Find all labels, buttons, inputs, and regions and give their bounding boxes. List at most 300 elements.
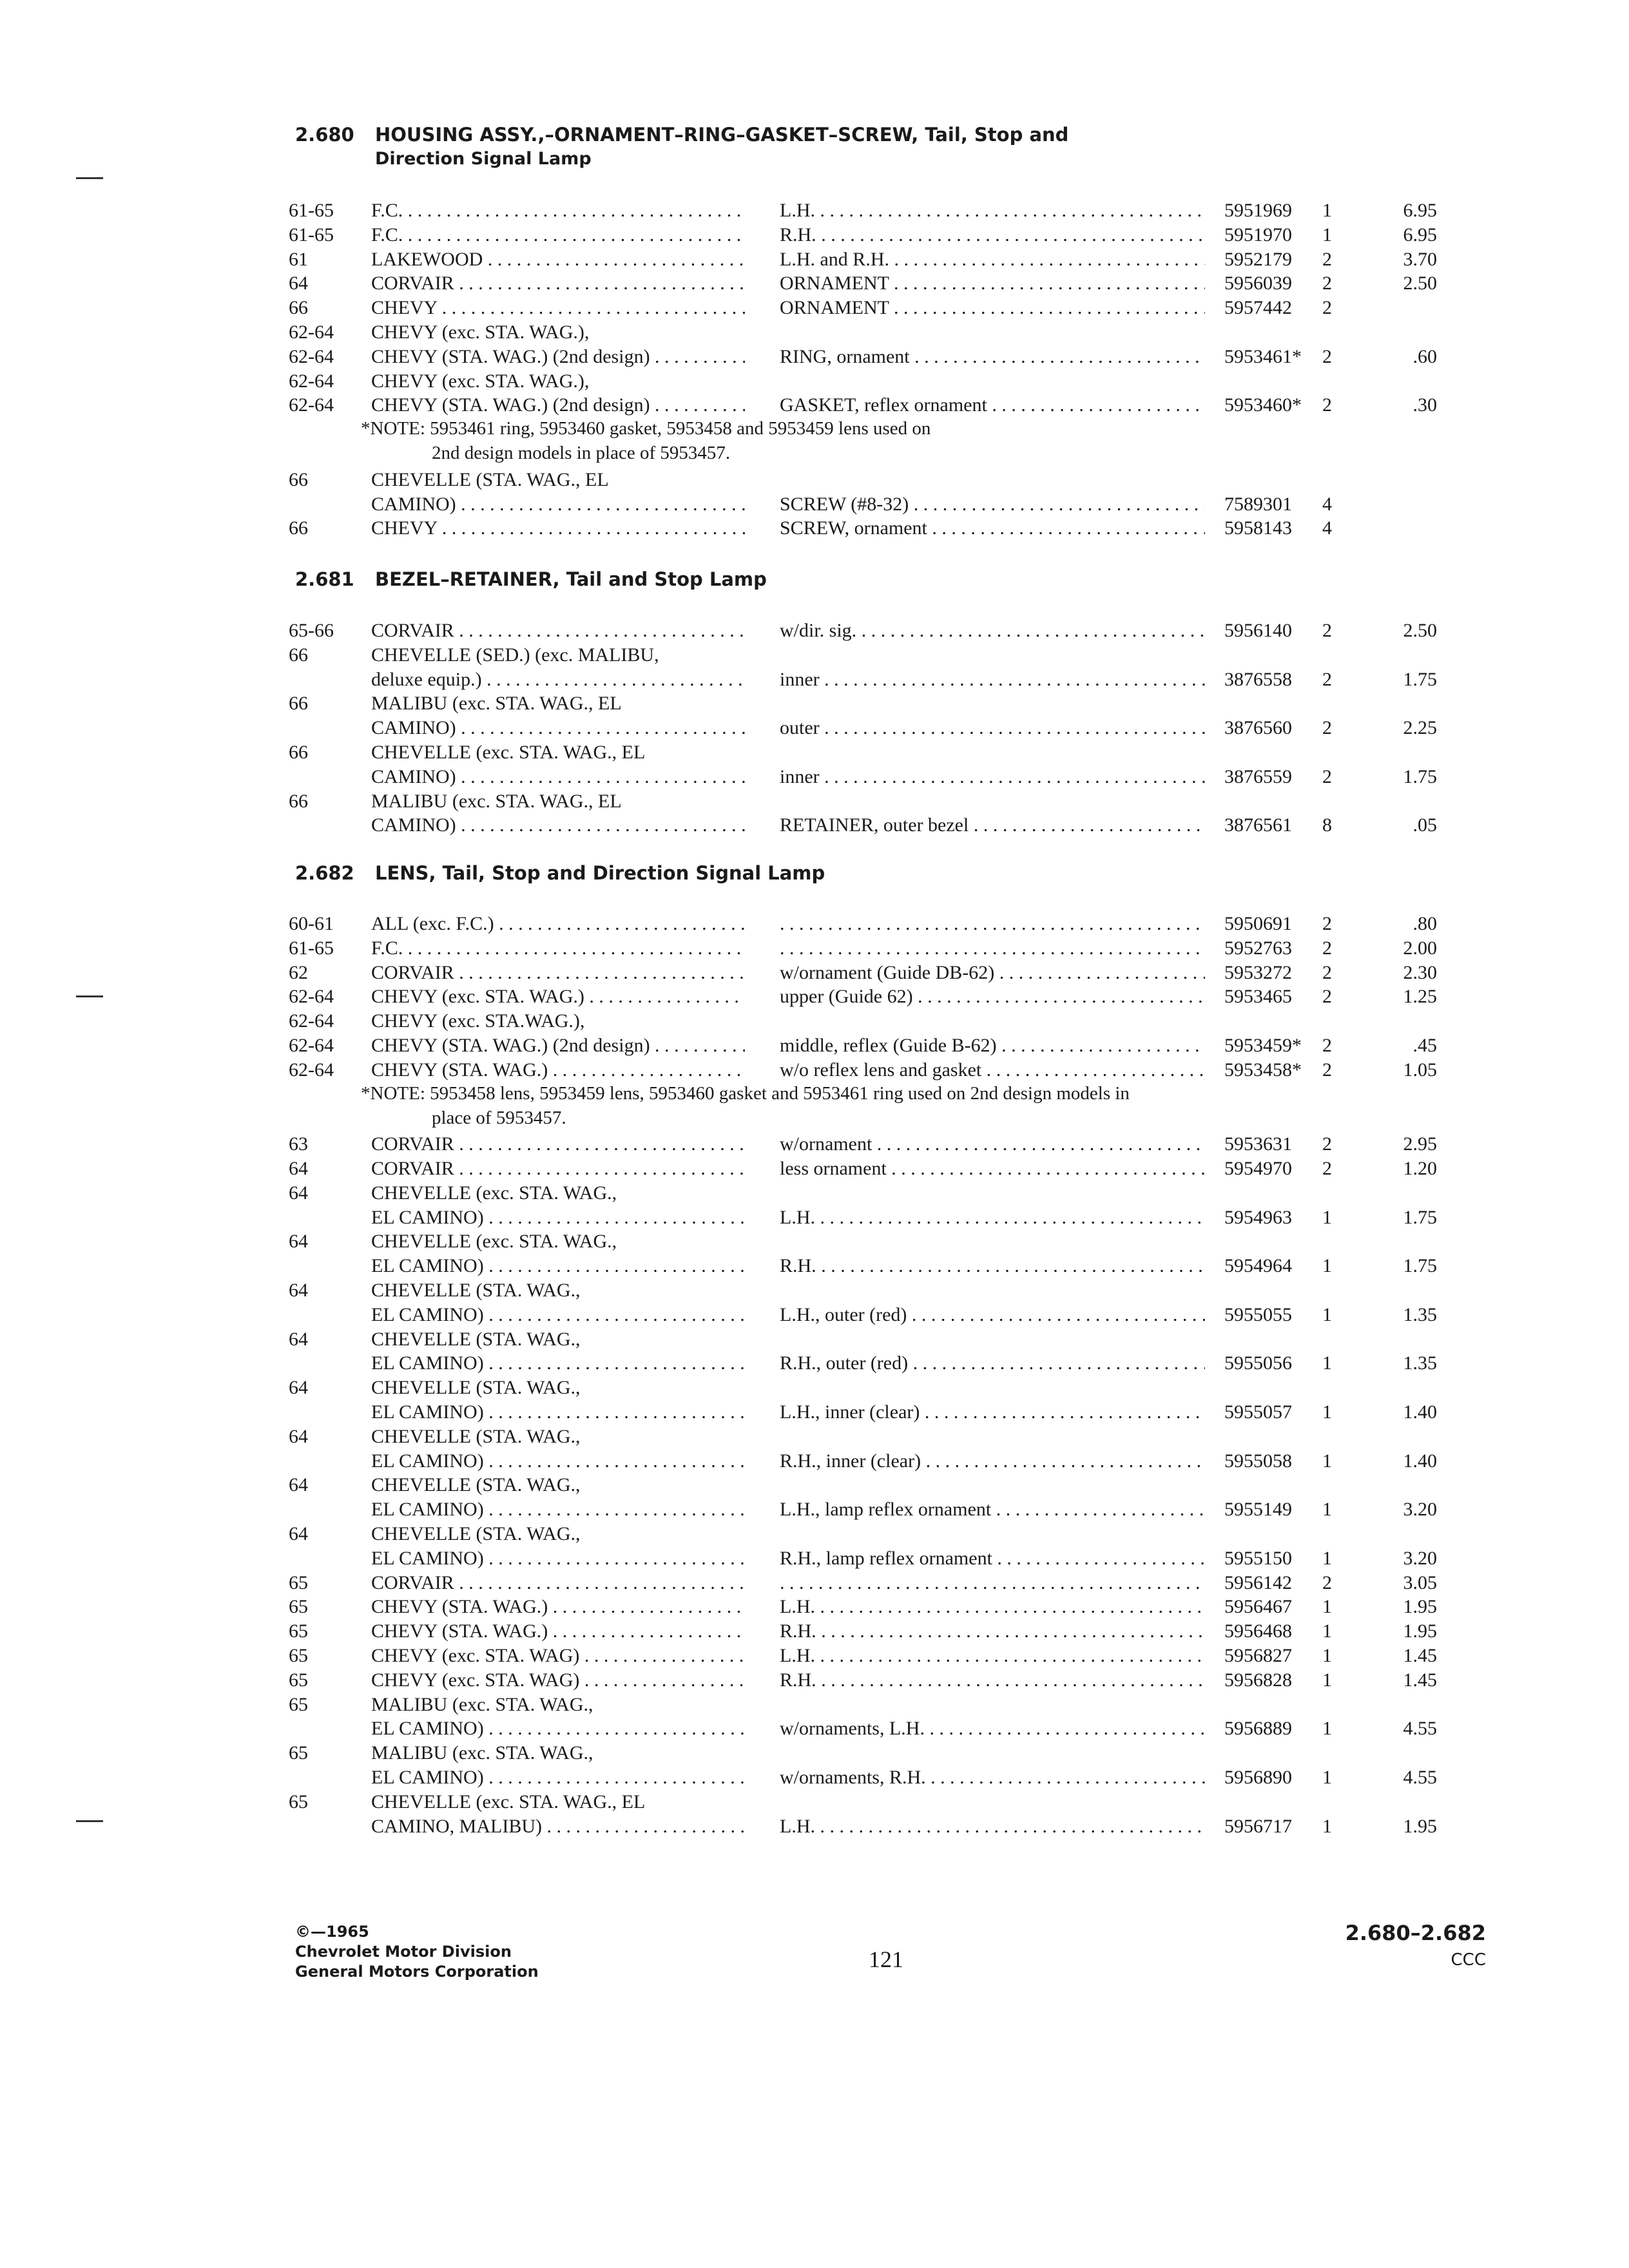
price-cell: 1.35 (1403, 1304, 1437, 1325)
model-cell: CHEVY (STA. WAG.) (2nd design) . . . . . (371, 393, 745, 418)
quantity-cell: 1 (1322, 1816, 1332, 1837)
quantity-cell: 1 (1322, 1620, 1332, 1642)
table-row (0, 813, 1629, 838)
year-cell: 62-64 (289, 370, 334, 392)
description-cell: ORNAMENT . . . (780, 271, 1205, 296)
description-cell: R.H., outer (red) . . . (780, 1351, 1205, 1376)
year-cell: 63 (289, 1133, 308, 1155)
price-cell: 1.45 (1403, 1645, 1437, 1666)
part-number-cell: 5952179 (1224, 249, 1292, 270)
quantity-cell: 2 (1322, 273, 1332, 294)
price-cell: 1.40 (1403, 1450, 1437, 1472)
description-cell: ORNAMENT . . . (780, 296, 1205, 320)
model-cell: CAMINO, MALIBU) . . . (371, 1814, 745, 1839)
description-cell: L.H. . . . (780, 1814, 1205, 1839)
section-title-continued: Direction Signal Lamp (375, 149, 592, 169)
part-number-cell: 5955057 (1224, 1401, 1292, 1423)
year-cell: 61-65 (289, 200, 334, 221)
year-cell: 62-64 (289, 986, 334, 1007)
description-cell: w/o reflex lens and gasket . . . (780, 1058, 1205, 1082)
quantity-cell: 1 (1322, 1255, 1332, 1276)
quantity-cell: 2 (1322, 913, 1332, 934)
description-cell: R.H., lamp reflex ornament . . . (780, 1546, 1205, 1571)
quantity-cell: 1 (1322, 1499, 1332, 1520)
price-cell: 2.25 (1403, 717, 1437, 738)
model-cell: CHEVY (exc. STA. WAG.) . . . (371, 985, 745, 1009)
footer-section-ref (1345, 1919, 1486, 1973)
model-cell: ALL (exc. F.C.) . . . (371, 912, 745, 936)
model-cell: MALIBU (exc. STA. WAG., (371, 1694, 593, 1715)
year-cell: 61-65 (289, 937, 334, 959)
quantity-cell: 2 (1322, 394, 1332, 416)
description-cell: L.H., outer (red) . . . (780, 1303, 1205, 1327)
part-number-cell: 5953461* (1224, 346, 1302, 367)
table-row (0, 1449, 1629, 1474)
description-cell: RING, ornament . . . (780, 345, 1205, 369)
year-cell: 66 (289, 297, 308, 318)
table-row (0, 1229, 1629, 1254)
year-cell: 64 (289, 1523, 308, 1544)
price-cell: 1.40 (1403, 1401, 1437, 1423)
part-number-cell: 5953458* (1224, 1059, 1302, 1081)
price-cell: 3.70 (1403, 249, 1437, 270)
model-cell: CHEVELLE (exc. STA. WAG., (371, 1231, 617, 1252)
year-cell: 64 (289, 1231, 308, 1252)
description-cell: R.H. . . . (780, 1668, 1205, 1693)
quantity-cell: 4 (1322, 494, 1332, 515)
description-cell: SCREW (#8-32) . . . (780, 492, 1205, 517)
description-cell: less ornament . . . (780, 1157, 1205, 1181)
part-number-cell: 5955150 (1224, 1548, 1292, 1569)
table-row (0, 223, 1629, 247)
price-cell: 1.35 (1403, 1352, 1437, 1374)
price-cell: 1.75 (1403, 1255, 1437, 1276)
year-cell: 61-65 (289, 224, 334, 245)
price-cell: 1.95 (1403, 1620, 1437, 1642)
description-cell: R.H. . . . (780, 1254, 1205, 1278)
model-cell: CHEVELLE (SED.) (exc. MALIBU, (371, 644, 659, 666)
model-cell: EL CAMINO) . . . (371, 1254, 745, 1278)
table-row (0, 1571, 1629, 1595)
quantity-cell: 1 (1322, 1548, 1332, 1569)
price-cell: 3.20 (1403, 1548, 1437, 1569)
year-cell: 62 (289, 962, 308, 983)
table-row (0, 296, 1629, 320)
description-cell: L.H. . . . (780, 198, 1205, 223)
table-row (0, 619, 1629, 643)
quantity-cell: 4 (1322, 517, 1332, 539)
year-cell: 65 (289, 1694, 308, 1715)
model-cell: EL CAMINO) . . . (371, 1497, 745, 1522)
model-cell: deluxe equip.) . . . (371, 668, 745, 692)
table-row (0, 1278, 1629, 1303)
model-cell: F.C. . . . (371, 198, 745, 223)
footnote-line: place of 5953457. (432, 1108, 566, 1128)
description-cell: middle, reflex (Guide B-62) . . . (780, 1033, 1205, 1058)
year-cell: 64 (289, 1158, 308, 1179)
price-cell: 2.95 (1403, 1133, 1437, 1155)
part-number-cell: 5955149 (1224, 1499, 1292, 1520)
quantity-cell: 2 (1322, 717, 1332, 738)
table-row (0, 1181, 1629, 1206)
model-cell: CORVAIR . . . (371, 619, 745, 643)
description-cell: L.H. . . . (780, 1644, 1205, 1668)
quantity-cell: 1 (1322, 1207, 1332, 1228)
section-title: BEZEL–RETAINER, Tail and Stop Lamp (375, 568, 767, 590)
description-cell: upper (Guide 62) . . . (780, 985, 1205, 1009)
quantity-cell: 2 (1322, 962, 1332, 983)
table-row (0, 789, 1629, 814)
model-cell: CORVAIR . . . (371, 961, 745, 985)
part-number-cell: 5950691 (1224, 913, 1292, 934)
description-cell: SCREW, ornament . . . (780, 516, 1205, 541)
description-cell: w/ornaments, R.H. . . . (780, 1765, 1205, 1790)
table-row (0, 1058, 1629, 1082)
table-row (0, 1425, 1629, 1449)
model-cell: CHEVY (exc. STA.WAG.), (371, 1010, 585, 1032)
quantity-cell: 2 (1322, 766, 1332, 787)
model-cell: CHEVY (exc. STA. WAG) . . . (371, 1668, 745, 1693)
table-row (0, 345, 1629, 369)
year-cell: 62-64 (289, 1035, 334, 1056)
part-number-cell: 5956039 (1224, 273, 1292, 294)
table-row (0, 369, 1629, 394)
part-number-cell: 5953460* (1224, 394, 1302, 416)
description-cell: w/dir. sig. . . . (780, 619, 1205, 643)
description-cell: R.H. . . . (780, 1619, 1205, 1644)
table-row (0, 1716, 1629, 1741)
table-row (0, 1206, 1629, 1230)
part-number-cell: 5955058 (1224, 1450, 1292, 1472)
quantity-cell: 2 (1322, 249, 1332, 270)
footnote (361, 1081, 1130, 1130)
model-cell: CHEVELLE (STA. WAG., (371, 1280, 581, 1301)
year-cell: 65 (289, 1791, 308, 1812)
footer-section-range: 2.680–2.682 (1345, 1921, 1486, 1945)
part-number-cell: 5953459* (1224, 1035, 1302, 1056)
year-cell: 61 (289, 249, 308, 270)
model-cell: CHEVY (STA. WAG.) . . . (371, 1595, 745, 1619)
quantity-cell: 2 (1322, 297, 1332, 318)
quantity-cell: 2 (1322, 937, 1332, 959)
table-row (0, 393, 1629, 418)
model-cell: CHEVELLE (STA. WAG., (371, 1474, 581, 1495)
model-cell: MALIBU (exc. STA. WAG., EL (371, 791, 622, 812)
description-cell: outer . . . (780, 716, 1205, 740)
part-number-cell: 5956467 (1224, 1596, 1292, 1617)
table-row (0, 1693, 1629, 1717)
year-cell: 66 (289, 517, 308, 539)
price-cell: .05 (1412, 814, 1437, 836)
quantity-cell: 1 (1322, 1645, 1332, 1666)
table-row (0, 1009, 1629, 1033)
year-cell: 65-66 (289, 620, 334, 641)
margin-mark (76, 995, 103, 997)
part-number-cell: 3876559 (1224, 766, 1292, 787)
table-row (0, 1668, 1629, 1693)
table-row (0, 1814, 1629, 1839)
part-number-cell: 5956890 (1224, 1767, 1292, 1788)
price-cell: 1.95 (1403, 1596, 1437, 1617)
quantity-cell: 2 (1322, 620, 1332, 641)
table-row (0, 1765, 1629, 1790)
model-cell: CHEVELLE (STA. WAG., (371, 1329, 581, 1350)
quantity-cell: 1 (1322, 200, 1332, 221)
model-cell: CHEVELLE (exc. STA. WAG., EL (371, 1791, 646, 1812)
table-row (0, 1351, 1629, 1376)
price-cell: 2.30 (1403, 962, 1437, 983)
year-cell: 65 (289, 1669, 308, 1691)
model-cell: CHEVELLE (exc. STA. WAG., EL (371, 742, 646, 763)
part-number-cell: 5954970 (1224, 1158, 1292, 1179)
table-row (0, 247, 1629, 272)
year-cell: 64 (289, 1426, 308, 1447)
part-number-cell: 5956828 (1224, 1669, 1292, 1691)
year-cell: 62-64 (289, 394, 334, 416)
year-cell: 60-61 (289, 913, 334, 934)
year-cell: 66 (289, 693, 308, 714)
table-row (0, 1546, 1629, 1571)
price-cell: 1.20 (1403, 1158, 1437, 1179)
year-cell: 65 (289, 1596, 308, 1617)
footnote-line: *NOTE: 5953458 lens, 5953459 lens, 5953460 gasket and 5953461 ring used on 2nd design models in (361, 1083, 1130, 1104)
price-cell: 6.95 (1403, 224, 1437, 245)
description-cell: L.H., lamp reflex ornament . . . (780, 1497, 1205, 1522)
part-number-cell: 5954963 (1224, 1207, 1292, 1228)
model-cell: CHEVY (STA. WAG.) (2nd design) . . . . . (371, 1033, 745, 1058)
quantity-cell: 2 (1322, 1035, 1332, 1056)
description-cell (780, 936, 1205, 961)
page-number: 121 (869, 1946, 903, 1972)
model-cell: CORVAIR . . . (371, 1571, 745, 1595)
section-heading (295, 122, 1068, 171)
model-cell: CAMINO) . . . (371, 813, 745, 838)
table-row (0, 1254, 1629, 1278)
model-cell: CHEVY (STA. WAG.) (2nd design) . . . . . (371, 345, 745, 369)
description-cell: L.H. . . . (780, 1206, 1205, 1230)
quantity-cell: 1 (1322, 1450, 1332, 1472)
model-cell: CAMINO) . . . (371, 765, 745, 789)
part-number-cell: 5956142 (1224, 1572, 1292, 1593)
section-heading (295, 861, 825, 885)
model-cell: CHEVY (exc. STA. WAG.), (371, 370, 590, 392)
table-row (0, 1376, 1629, 1400)
price-cell: 6.95 (1403, 200, 1437, 221)
price-cell: .80 (1412, 913, 1437, 934)
price-cell: .30 (1412, 394, 1437, 416)
year-cell: 64 (289, 1474, 308, 1495)
section-number: 2.682 (295, 862, 354, 884)
description-cell: inner . . . (780, 668, 1205, 692)
table-row (0, 1400, 1629, 1425)
table-row (0, 198, 1629, 223)
description-cell: L.H., inner (clear) . . . (780, 1400, 1205, 1425)
model-cell: CHEVELLE (STA. WAG., (371, 1523, 581, 1544)
part-number-cell: 5954964 (1224, 1255, 1292, 1276)
footer-code: CCC (1451, 1950, 1486, 1970)
table-row (0, 765, 1629, 789)
section-heading (295, 567, 767, 591)
part-number-cell: 5953465 (1224, 986, 1292, 1007)
section-title: LENS, Tail, Stop and Direction Signal Lamp (375, 862, 825, 884)
table-row (0, 936, 1629, 961)
price-cell: .60 (1412, 346, 1437, 367)
table-row (0, 492, 1629, 517)
table-row (0, 1303, 1629, 1327)
footer-corporation: General Motors Corporation (295, 1963, 539, 1981)
part-number-cell: 5956717 (1224, 1816, 1292, 1837)
model-cell: LAKEWOOD . . . (371, 247, 745, 272)
price-cell: 2.50 (1403, 273, 1437, 294)
table-row (0, 1473, 1629, 1497)
year-cell: 64 (289, 1377, 308, 1398)
quantity-cell: 2 (1322, 669, 1332, 690)
table-row (0, 691, 1629, 716)
table-row (0, 643, 1629, 668)
table-row (0, 320, 1629, 345)
model-cell: F.C. . . . (371, 936, 745, 961)
section-number: 2.680 (295, 124, 354, 146)
model-cell: EL CAMINO) . . . (371, 1449, 745, 1474)
quantity-cell: 1 (1322, 1401, 1332, 1423)
footer-division: Chevrolet Motor Division (295, 1943, 512, 1961)
part-number-cell: 5951969 (1224, 200, 1292, 221)
model-cell: EL CAMINO) . . . (371, 1400, 745, 1425)
quantity-cell: 2 (1322, 1572, 1332, 1593)
model-cell: CAMINO) . . . (371, 716, 745, 740)
price-cell: .45 (1412, 1035, 1437, 1056)
model-cell: CORVAIR . . . (371, 1132, 745, 1157)
model-cell: CHEVELLE (STA. WAG., EL (371, 469, 609, 490)
description-cell: R.H., inner (clear) . . . (780, 1449, 1205, 1474)
description-cell (780, 1571, 1205, 1595)
year-cell: 64 (289, 1329, 308, 1350)
price-cell: 1.45 (1403, 1669, 1437, 1691)
model-cell: CHEVY . . . (371, 516, 745, 541)
price-cell: 1.75 (1403, 669, 1437, 690)
model-cell: MALIBU (exc. STA. WAG., (371, 1742, 593, 1763)
footer-copyright: ©—1965 (295, 1923, 369, 1941)
part-number-cell: 5956468 (1224, 1620, 1292, 1642)
price-cell: 2.50 (1403, 620, 1437, 641)
table-row (0, 716, 1629, 740)
year-cell: 65 (289, 1620, 308, 1642)
model-cell: CORVAIR . . . (371, 1157, 745, 1181)
year-cell: 64 (289, 1182, 308, 1204)
model-cell: CHEVELLE (STA. WAG., (371, 1377, 581, 1398)
year-cell: 65 (289, 1645, 308, 1666)
year-cell: 62-64 (289, 322, 334, 343)
model-cell: CHEVY (STA. WAG.) . . . (371, 1619, 745, 1644)
year-cell: 65 (289, 1742, 308, 1763)
model-cell: EL CAMINO) . . . (371, 1206, 745, 1230)
description-cell: w/ornaments, L.H. . . . (780, 1716, 1205, 1741)
model-cell: CHEVELLE (STA. WAG., (371, 1426, 581, 1447)
part-number-cell: 5958143 (1224, 517, 1292, 539)
year-cell: 62-64 (289, 346, 334, 367)
description-cell: RETAINER, outer bezel . . . (780, 813, 1205, 838)
price-cell: 4.55 (1403, 1767, 1437, 1788)
section-title: HOUSING ASSY.,–ORNAMENT–RING–GASKET–SCREW, Tail, Stop and (375, 124, 1069, 146)
part-number-cell: 5956827 (1224, 1645, 1292, 1666)
table-row (0, 740, 1629, 765)
table-row (0, 271, 1629, 296)
quantity-cell: 2 (1322, 346, 1332, 367)
price-cell: 1.95 (1403, 1816, 1437, 1837)
margin-mark (76, 1820, 103, 1822)
part-number-cell: 5956140 (1224, 620, 1292, 641)
part-number-cell: 5952763 (1224, 937, 1292, 959)
quantity-cell: 1 (1322, 1596, 1332, 1617)
quantity-cell: 1 (1322, 1669, 1332, 1691)
price-cell: 4.55 (1403, 1718, 1437, 1739)
margin-mark (76, 177, 103, 179)
footnote-line: 2nd design models in place of 5953457. (432, 443, 731, 463)
price-cell: 1.75 (1403, 1207, 1437, 1228)
footnote-line: *NOTE: 5953461 ring, 5953460 gasket, 5953458 and 5953459 lens used on (361, 418, 931, 439)
model-cell: EL CAMINO) . . . (371, 1351, 745, 1376)
part-number-cell: 5955055 (1224, 1304, 1292, 1325)
table-row (0, 961, 1629, 985)
model-cell: CHEVELLE (exc. STA. WAG., (371, 1182, 617, 1204)
table-row (0, 1619, 1629, 1644)
table-row (0, 1522, 1629, 1546)
price-cell: 1.25 (1403, 986, 1437, 1007)
table-row (0, 1327, 1629, 1352)
part-number-cell: 5953272 (1224, 962, 1292, 983)
table-row (0, 516, 1629, 541)
table-row (0, 1741, 1629, 1765)
quantity-cell: 8 (1322, 814, 1332, 836)
part-number-cell: 5951970 (1224, 224, 1292, 245)
table-row (0, 1497, 1629, 1522)
year-cell: 66 (289, 644, 308, 666)
model-cell: CHEVY (STA. WAG.) . . . (371, 1058, 745, 1082)
table-row (0, 1790, 1629, 1814)
table-row (0, 985, 1629, 1009)
year-cell: 66 (289, 791, 308, 812)
year-cell: 66 (289, 742, 308, 763)
price-cell: 3.05 (1403, 1572, 1437, 1593)
quantity-cell: 1 (1322, 1767, 1332, 1788)
description-cell: w/ornament . . . (780, 1132, 1205, 1157)
description-cell: GASKET, reflex ornament . . . (780, 393, 1205, 418)
table-row (0, 1157, 1629, 1181)
price-cell: 1.05 (1403, 1059, 1437, 1081)
quantity-cell: 1 (1322, 224, 1332, 245)
description-cell: w/ornament (Guide DB-62) . . . (780, 961, 1205, 985)
price-cell: 2.00 (1403, 937, 1437, 959)
table-row (0, 668, 1629, 692)
year-cell: 66 (289, 469, 308, 490)
model-cell: EL CAMINO) . . . (371, 1716, 745, 1741)
quantity-cell: 1 (1322, 1352, 1332, 1374)
table-row (0, 912, 1629, 936)
quantity-cell: 2 (1322, 986, 1332, 1007)
table-row (0, 1595, 1629, 1619)
table-row (0, 1644, 1629, 1668)
description-cell: R.H. . . . (780, 223, 1205, 247)
quantity-cell: 2 (1322, 1133, 1332, 1155)
model-cell: EL CAMINO) . . . (371, 1303, 745, 1327)
year-cell: 62-64 (289, 1059, 334, 1081)
price-cell: 3.20 (1403, 1499, 1437, 1520)
quantity-cell: 1 (1322, 1304, 1332, 1325)
quantity-cell: 1 (1322, 1718, 1332, 1739)
year-cell: 64 (289, 1280, 308, 1301)
year-cell: 62-64 (289, 1010, 334, 1032)
model-cell: CHEVY (exc. STA. WAG.), (371, 322, 590, 343)
